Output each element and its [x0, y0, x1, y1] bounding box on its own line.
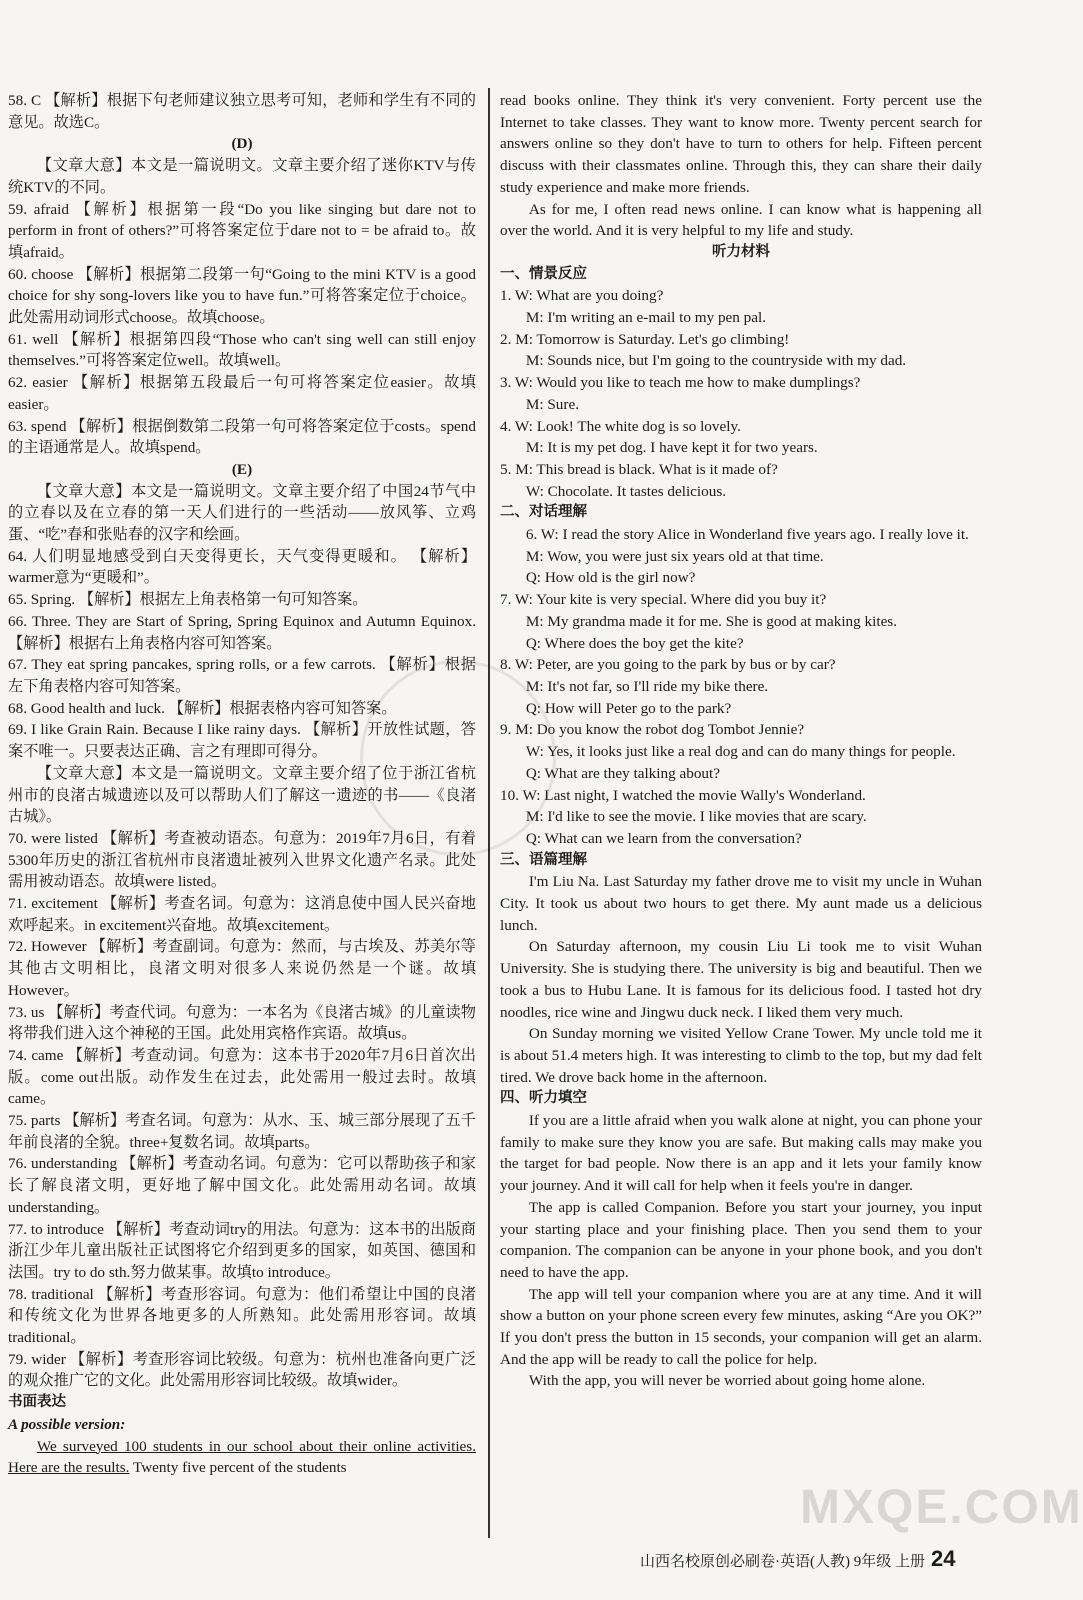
summary-e: 【文章大意】本文是一篇说明文。文章主要介绍了中国24节气中的立春以及在立春的第一天人们进行的一些活动——放风筝、立鸡蛋、“吃”春和张贴春的汉字和绘画。 [8, 482, 476, 544]
answer-67: 67. They eat spring pancakes, spring rolls, or a few carrots. 【解析】根据左下角表格内容可知答案。 [8, 656, 476, 695]
s2-line: Q: What are they talking about? [525, 764, 720, 782]
writing-heading: 书面表达 [8, 1394, 66, 1411]
s1-q2-b: M: Sounds nice, but I'm going to the countryside with my dad. [525, 352, 907, 370]
s2-line: 7. W: Your kite is very special. Where did you buy it? [500, 591, 827, 609]
s2-line: W: Yes, it looks just like a real dog and can do many things for people. [525, 743, 956, 761]
listening-title: 听力材料 [712, 243, 770, 260]
s1-q5-b: W: Chocolate. It tastes delicious. [525, 482, 727, 500]
answer-76: 76. understanding 【解析】考查动名词。句意为：它可以帮助孩子和家长了解良渚文明，更好地了解中国文化。此处需用动名词。故填understanding。 [8, 1155, 476, 1216]
s4-para: The app is called Companion. Before you start your journey, you input your starting place and your finishing place. Then you send them to your companion. The companion can be anyone in your phone book, and you don't need to have the app. [500, 1198, 982, 1281]
s2-line: 9. M: Do you know the robot dog Tombot Jennie? [500, 721, 805, 739]
s4-para: The app will tell your companion where you are at any time. And it will show a button on your phone screen every few minutes, asking “Are you OK?” If you don't press the button in 15 seconds, your companion will get an alarm. And the app will be ready to call the police for help. [500, 1285, 982, 1368]
page-footer [640, 1548, 990, 1573]
answer-58: 58. C 【解析】根据下句老师建议独立思考可知，老师和学生有不同的意见。故选C。 [8, 92, 476, 131]
answer-61: 61. well 【解析】根据第四段“Those who can't sing well can still enjoy themselves.”可将答案定位well。故填well。 [8, 330, 476, 370]
page-number: 24 [931, 1546, 956, 1571]
answer-60: 60. choose 【解析】根据第二段第一句“Going to the mini KTV is a good choice for shy song-lovers like you to have fun.”可将答案定位于choice。此处需用动词形式choose。故填choose。 [8, 265, 476, 327]
answer-64: 64. 人们明显地感受到白天变得更长，天气变得更暖和。 【解析】warmer意为“更暖和”。 [8, 547, 476, 587]
s1-q1-a: 1. W: What are you doing? [500, 287, 664, 305]
answer-71: 71. excitement 【解析】考查名词。句意为：这消息使中国人民兴奋地欢呼起来。in excitement兴奋地。故填excitement。 [8, 895, 476, 934]
section-1-heading: 一、情景反应 [500, 265, 587, 282]
section-4-heading: 四、听力填空 [500, 1090, 587, 1107]
answer-77: 77. to introduce 【解析】考查动词try的用法。句意为：这本书的出版商浙江少年儿童出版社正试图将它介绍到更多的国家，如英国、德国和法国。try to do sth.努力做某事。故填to introduce。 [8, 1220, 476, 1281]
s3-para: I'm Liu Na. Last Saturday my father drove me to visit my uncle in Wuhan City. It took us about two hours to get there. My aunt made us a delicious lunch. [500, 873, 982, 934]
section-2-heading: 二、对话理解 [500, 504, 587, 521]
answer-62: 62. easier 【解析】根据第五段最后一句可将答案定位easier。故填easier。 [8, 374, 476, 413]
s2-line: Q: How old is the girl now? [525, 569, 696, 587]
answer-73: 73. us 【解析】考查代词。句意为：一本名为《良渚古城》的儿童读物将带我们进入这个神秘的王国。此处用宾格作宾语。故填us。 [8, 1003, 476, 1043]
answer-65: 65. Spring. 【解析】根据左上角表格第一句可知答案。 [8, 591, 368, 609]
s1-q3-a: 3. W: Would you like to teach me how to make dumplings? [500, 374, 861, 392]
answer-78: 78. traditional 【解析】考查形容词。句意为：他们希望让中国的良渚和传统文化为世界各地更多的人所熟知。此处需用形容词。故填traditional。 [8, 1285, 476, 1347]
essay-para-1: read books online. They think it's very convenient. Forty percent use the Internet to take classes. They want to know more. Twenty percent search for answers online so they don't have to turn to others for help. Fifteen percent discuss with their classmates online. Through this, they can share their daily study experience and make more friends. [500, 92, 982, 196]
answer-68: 68. Good health and luck. 【解析】根据表格内容可知答案。 [8, 699, 397, 717]
s2-line: M: My grandma made it for me. She is good at making kites. [525, 612, 898, 630]
left-column [8, 90, 476, 1479]
answer-75: 75. parts 【解析】考查名词。句意为：从水、玉、城三部分展现了五千年前良渚的全貌。three+复数名词。故填parts。 [8, 1112, 476, 1151]
answer-69: 69. I like Grain Rain. Because I like rainy days. 【解析】开放性试题，答案不唯一。只要表达正确、言之有理即可得分。 [8, 721, 476, 761]
s1-q4-b: M: It is my pet dog. I have kept it for two years. [525, 439, 818, 457]
s2-line: Q: What can we learn from the conversation? [525, 829, 802, 847]
s4-para: With the app, you will never be worried about going home alone. [528, 1372, 926, 1390]
s1-q4-a: 4. W: Look! The white dog is so lovely. [500, 417, 741, 435]
answer-63: 63. spend 【解析】根据倒数第二段第一句可将答案定位于costs。spend的主语通常是人。故填spend。 [8, 417, 476, 457]
s2-line: Q: How will Peter go to the park? [525, 699, 732, 717]
possible-version-label: A possible version: [8, 1415, 126, 1433]
answer-66: 66. Three. They are Start of Spring, Spring Equinox and Autumn Equinox. 【解析】根据右上角表格内容可知答案。 [8, 612, 476, 652]
site-watermark: MXQE.COM [800, 1481, 1083, 1534]
right-column [500, 90, 982, 1392]
s1-q5-a: 5. M: This bread is black. What is it made of? [500, 460, 778, 478]
answer-59: 59. afraid 【解析】根据第一段“Do you like singing but dare not to perform in front of others?”可将答案定位于dare not to = be afraid to。故填afraid。 [8, 200, 476, 261]
s2-line: Q: Where does the boy get the kite? [525, 634, 744, 652]
answer-74: 74. came 【解析】考查动词。句意为：这本书于2020年7月6日首次出版。come out出版。动作发生在过去，此处需用一般过去时。故填came。 [8, 1046, 476, 1108]
s3-para: On Saturday afternoon, my cousin Liu Li took me to visit Wuhan University. She is studying there. The university is big and beautiful. Then we took a bus to Hubu Lane. It is famous for its delicious food. I tasted hot dry noodles, rice wine and Jingwu duck neck. I liked them very much. [500, 938, 982, 1021]
s2-line: M: I'd like to see the movie. I like movies that are scary. [525, 808, 867, 826]
summary-f: 【文章大意】本文是一篇说明文。文章主要介绍了位于浙江省杭州市的良渚古城遗迹以及可以帮助人们了解这一遗迹的书——《良渚古城》。 [8, 764, 476, 826]
answer-70: 70. were listed 【解析】考查被动语态。句意为：2019年7月6日，有着5300年历史的浙江省杭州市良渚遗址被列入世界文化遗产名录。此处需用被动语态。故填were listed。 [8, 829, 476, 891]
s2-line: 10. W: Last night, I watched the movie Wally's Wonderland. [500, 786, 866, 804]
passage-heading-d: (D) [231, 135, 253, 153]
s1-q1-b: M: I'm writing an e-mail to my pen pal. [525, 309, 767, 327]
s2-line: M: It's not far, so I'll ride my bike there. [525, 677, 769, 695]
s1-q2-a: 2. M: Tomorrow is Saturday. Let's go climbing! [500, 330, 790, 348]
s2-line: 8. W: Peter, are you going to the park by bus or by car? [500, 656, 836, 674]
essay-para-2: As for me, I often read news online. I can know what is happening all over the world. And it is very helpful to my life and study. [500, 200, 982, 240]
s3-para: On Sunday morning we visited Yellow Crane Tower. My uncle told me it is about 51.4 meters high. It was interesting to climb to the top, but my dad felt tired. We drove back home in the afternoon. [500, 1025, 982, 1086]
answer-72: 72. However 【解析】考查副词。句意为：然而，与古埃及、苏美尔等其他古文明相比，良渚文明对很多人来说仍然是一个谜。故填However。 [8, 938, 476, 999]
s2-line: 6. W: I read the story Alice in Wonderland five years ago. I really love it. [525, 526, 969, 544]
answer-79: 79. wider 【解析】考查形容词比较级。句意为：杭州也准备向更广泛的观众推广它的文化。此处需用形容词比较级。故填wider。 [8, 1350, 476, 1390]
summary-d: 【文章大意】本文是一篇说明文。文章主要介绍了迷你KTV与传统KTV的不同。 [8, 157, 476, 196]
s2-line: M: Wow, you were just six years old at that time. [525, 547, 824, 565]
essay-start [8, 1436, 476, 1479]
s4-para: If you are a little afraid when you walk alone at night, you can phone your family to make sure they know you are safe. But making calls may make you the target for bad people. Now there is an app and it lets your family know your journey. And it will call for help when it feels you're in danger. [500, 1112, 982, 1195]
s1-q3-b: M: Sure. [525, 395, 579, 413]
passage-heading-e: (E) [231, 460, 253, 478]
footer-title: 山西名校原创必刷卷·英语(人教) 9年级 上册 [640, 1554, 925, 1570]
section-3-heading: 三、语篇理解 [500, 851, 587, 868]
essay-underlined: We surveyed 100 students in our school about their online activities. Here are the results. [8, 1437, 476, 1477]
essay-continued: Twenty five percent of the students [129, 1459, 347, 1477]
